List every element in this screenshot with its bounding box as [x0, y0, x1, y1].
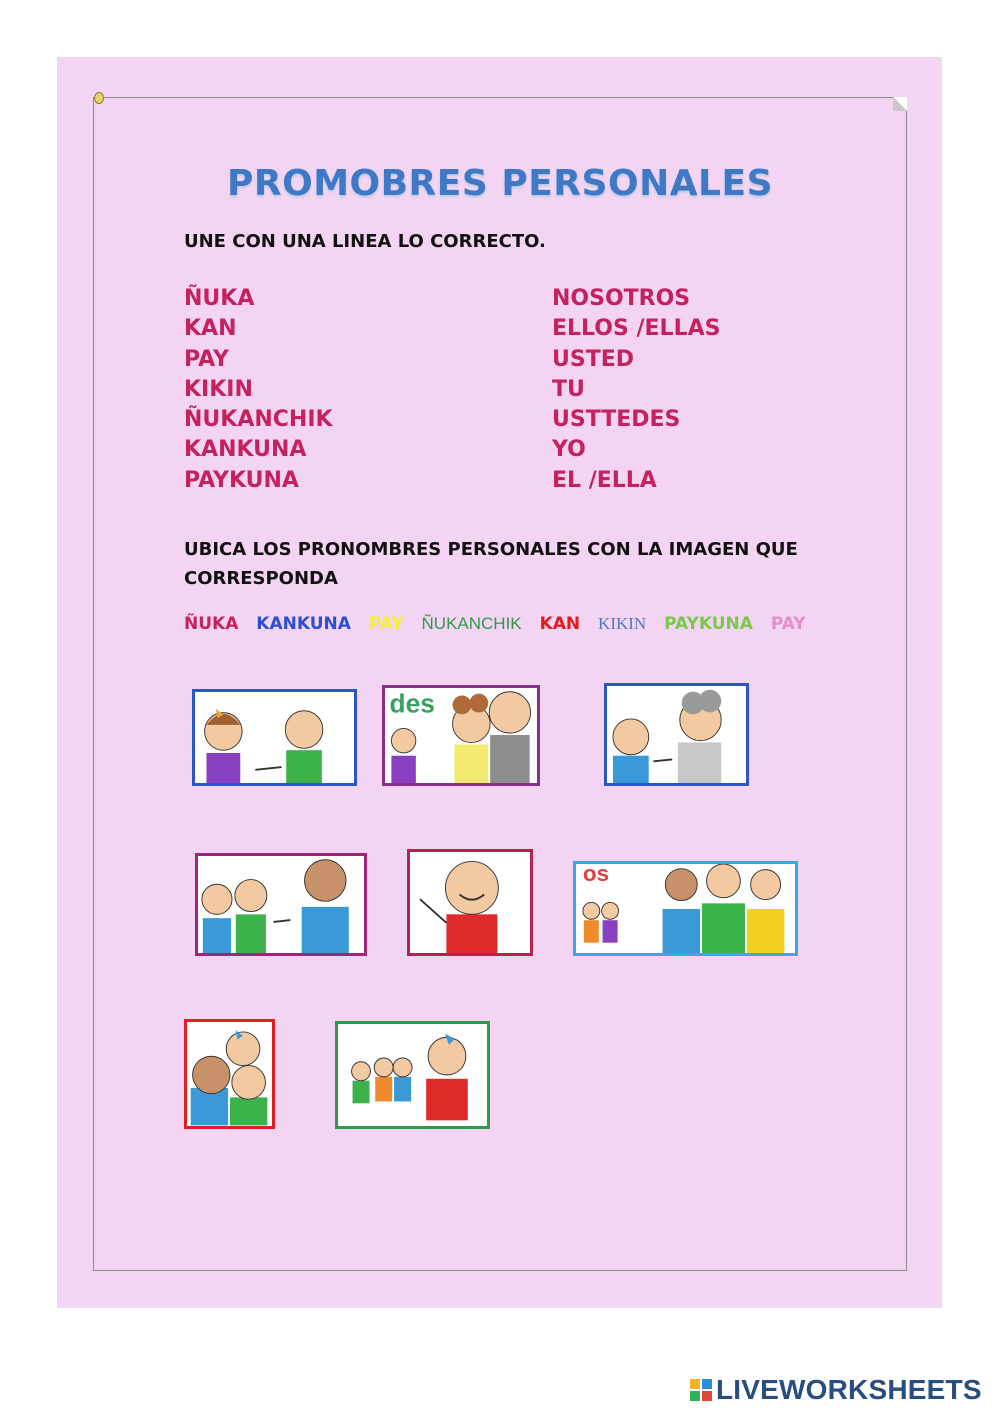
word-bank-item[interactable]: KAN — [539, 614, 581, 634]
girl-talking-to-boy-illustration — [195, 692, 354, 783]
pin-icon — [94, 92, 104, 104]
boy-pointing-self-illustration — [410, 852, 530, 953]
picture-card-5[interactable] — [407, 849, 533, 956]
word-bank-item[interactable]: PAY — [368, 614, 404, 634]
picture-card-1[interactable] — [192, 689, 357, 786]
picture-card-3[interactable] — [604, 683, 749, 786]
picture-card-7[interactable] — [184, 1019, 275, 1129]
word-bank-item[interactable]: PAYKUNA — [664, 614, 753, 634]
three-kids-illustration — [187, 1022, 272, 1126]
word-bank-item[interactable]: ÑUKANCHIK — [421, 614, 522, 633]
quechua-pronoun-list — [184, 284, 333, 496]
word-bank-item[interactable]: PAY — [770, 614, 806, 634]
picture-caption: des — [389, 688, 435, 719]
left-word[interactable]: KANKUNA — [184, 437, 307, 463]
left-word[interactable]: KAN — [184, 316, 237, 342]
children-group-illustration — [198, 856, 364, 953]
logo-icon — [690, 1379, 712, 1401]
word-bank-item[interactable]: ÑUKA — [184, 614, 239, 634]
left-word[interactable]: ÑUKA — [184, 286, 255, 311]
children-and-group-illustration — [576, 864, 795, 953]
instruction-match: UNE CON UNA LINEA LO CORRECTO. — [184, 231, 546, 252]
word-bank-item[interactable]: KANKUNA — [256, 614, 351, 634]
right-word[interactable]: TU — [552, 376, 585, 402]
picture-caption: os — [582, 864, 610, 886]
right-word[interactable]: USTTEDES — [552, 407, 681, 433]
spanish-pronoun-list — [552, 284, 720, 496]
left-word[interactable]: PAY — [184, 346, 229, 372]
boy-talking-to-grandma-illustration — [607, 686, 746, 783]
right-word[interactable]: EL /ELLA — [552, 467, 657, 493]
liveworksheets-logo — [690, 1372, 982, 1408]
picture-card-2[interactable] — [382, 685, 540, 786]
picture-card-8[interactable] — [335, 1021, 490, 1129]
right-word[interactable]: YO — [552, 437, 586, 463]
kids-and-girl-illustration — [338, 1024, 487, 1126]
left-word[interactable]: PAYKUNA — [184, 467, 299, 493]
word-bank-item[interactable]: KIKIN — [598, 614, 647, 633]
page-title: PROMOBRES PERSONALES — [226, 163, 774, 204]
left-word[interactable]: KIKIN — [184, 376, 253, 402]
picture-card-6[interactable] — [573, 861, 798, 956]
right-word[interactable]: USTED — [552, 346, 635, 372]
folded-corner — [893, 97, 907, 111]
left-word[interactable]: ÑUKANCHIK — [184, 407, 333, 433]
family-group-illustration — [385, 688, 537, 783]
logo-text: LIVEWORKSHEETS — [716, 1374, 982, 1405]
word-bank — [184, 614, 818, 634]
instruction-place: UBICA LOS PRONOMBRES PERSONALES CON LA IMAGEN QUE CORRESPONDA — [184, 539, 798, 589]
right-word[interactable]: NOSOTROS — [552, 286, 691, 311]
picture-card-4[interactable] — [195, 853, 367, 956]
right-word[interactable]: ELLOS /ELLAS — [552, 316, 721, 342]
